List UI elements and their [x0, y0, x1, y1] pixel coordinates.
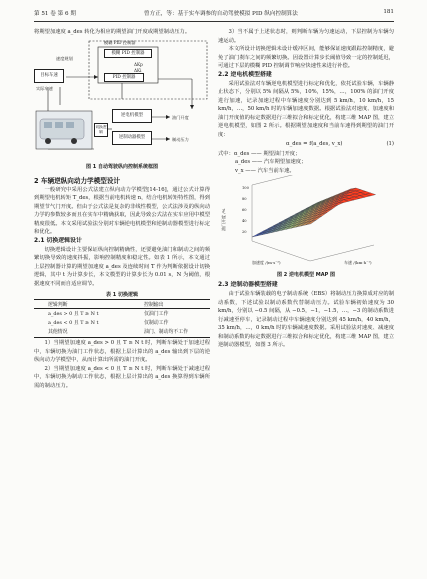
section-2-paragraph: 一般研究中采用公式法建立纵向动力学模型[14-16]，通过公式计算得到期望电机转矩 T_des，根据当前电机转速 n，结合电机转矩特性图，得到期望节气门开度。但由于公式法是复杂的非线性模型，公式法涉及的纵向动力学的参数较多而且在实车中精确获取，因此导致公式法在实车应用中模型精度很低。本文采用试验法分别对车辆逆电机模型和逆制动器模型进行标定和优化。: [34, 186, 210, 236]
section-2-1-heading: 2.1 切换逻辑设计: [34, 237, 82, 244]
figure-1-caption: 图 1 自动驾驶纵向控制系统框图: [86, 163, 158, 170]
fuzzy-pid-outer-label: 模糊 PID 控制器: [104, 39, 136, 45]
fuzzy-pid-box: 模糊 PID 控制器: [104, 49, 152, 58]
equation-1: [218, 140, 394, 150]
table-cell: 仅油门工作: [144, 310, 169, 317]
actual-speed-label: 实际车速: [36, 85, 53, 91]
fig2-ylabel: 车速 /(km·h⁻¹): [344, 260, 372, 266]
section-2-2-heading: 2.2 逆电机模型搭建: [218, 71, 272, 78]
table-cell: a_des > 0 且 T ≥ N t: [48, 310, 99, 317]
header-rule: [34, 21, 394, 22]
intro-paragraph: 将期望加速度 a_des 转化为相应的期望油门开度或期望制动压力。: [34, 29, 191, 35]
equation-definition: 式中：α_des —— 期望油门开度；: [218, 150, 301, 157]
right-column: [218, 28, 394, 350]
running-title: 曾方正，等：基于实车调参的自动驾驶模拟 PID 纵向控制算法: [144, 11, 298, 17]
list-item-3: 3）当不属于上述状态时，则判断车辆为匀速运动，下层控制为车辆匀速运动。: [218, 29, 394, 44]
equation-definition: a_des —— 汽车期望加速度；: [235, 159, 307, 166]
delta-kp-label: ΔKp: [134, 61, 143, 67]
fig2-zticks: 100 80 60 40 20: [242, 186, 249, 235]
table-1: [34, 299, 210, 339]
throttle-label: 油门开度: [172, 114, 189, 120]
switch-logic-box: 切换逻辑: [94, 123, 108, 137]
table-1-caption: 表 1 切换逻辑: [106, 291, 138, 298]
table-cell: a_des < 0 且 T ≥ N t: [48, 319, 99, 326]
section-2-heading: 2 车辆逆纵向动力学模型设计: [34, 176, 121, 185]
switch-logic-paragraph: 本文所设计切换逻辑未设计缓冲区间，能够保证速度跟踪控制精度，避免了油门刹车之间的频繁切换。因设置计算步长阈值导致一定的控制延迟，可通过下层的模糊 PID 控制调节响应快速性来进行补偿。: [218, 46, 394, 70]
figure-1: [34, 39, 210, 175]
equation-definition: v_x —— 汽车当前车速。: [235, 167, 295, 174]
fig2-zlabel: 油门开度 /%: [221, 208, 226, 232]
page-header: [34, 9, 394, 21]
pid-controller-box: PID 控制器: [104, 73, 144, 82]
equation-body: α_des = f(a_des, v_x): [286, 140, 343, 147]
table-head-output: 控制输出: [144, 301, 164, 308]
left-column: [34, 28, 210, 390]
list-item-2: 2）当期望加速度 a_des < 0 且 T ≥ N t 时，判断车辆处于减速过程中，车辆切换为制动工作状态，根据上层计算出的 a_des 换算得到车辆所需的制动压力。: [34, 365, 210, 389]
equation-number: (1): [386, 140, 394, 147]
table-cell: 油门、制动均不工作: [144, 328, 189, 335]
journal-volume: 第 51 卷 第 6 期: [34, 11, 76, 17]
target-speed-box: 目标车速: [34, 69, 64, 83]
inverse-motor-box: 逆电机模型: [112, 109, 152, 123]
table-cell: 仅制动工作: [144, 319, 169, 326]
page-number: 181: [383, 9, 394, 15]
list-item-1: 1）当期望加速度 a_des > 0 且 T ≥ N t 时，判断车辆处于加速过程中，车辆切换为油门工作状态，根据上层计算出的 a_des 输出到下层的逆纵向动力学模型中，从而计算出所需的油门开度。: [34, 340, 210, 364]
section-2-3-paragraph: 由于试验车辆装载的电子制动系统（EBS）将制动压力换算成对应的制动系数，下述试验以制动系数代替制动压力。试验车辆初始速度为 30 km/h，分别以 −0.5 间隔，从 −0.5，−1，−1.5，…，−3 的制动系数进行减速至停车，记录制动过程中车辆速度分别达到 45 km/h，40 km/h，35 km/h，…，0 km/h 时的车辆减速度数据。采用试验法对速度、减速度和制动系数的标定数据进行三维拟合和标定优化，构建三维 MAP 图，建立逆制动器模型，如图 3 所示。: [218, 291, 394, 349]
table-head-condition: 逻辑判断: [48, 301, 68, 308]
inverse-brake-box: 逆制动器模型: [112, 131, 152, 145]
brake-pressure-label: 制动压力: [172, 136, 189, 142]
fig2-xlabel: 加速度 /(m·s⁻²): [252, 260, 281, 266]
delta-ki-label: ΔKi: [134, 67, 142, 73]
speed-planning-label: 速度规划: [56, 55, 73, 61]
section-2-2-paragraph: 采用试验法对车辆逆电机模型进行标定和优化，依托试验车辆，车辆静止状态下，分别以 5% 间隔从 5%，10%，15%，…，100% 的油门开度进行加速，记录加速过程中车辆速度分别达到 5 km/h，10 km/h，15 km/h，…，50 km/h 时的车辆加速度数据。根据试验法对速度、加速度和油门开度值的标定数据进行三维拟合和标定优化，构建三维 MAP 图，建立逆电机模型，如图 2 所示。根据期望加速度和当前车速得到期望的油门开度：: [218, 80, 394, 139]
table-cell: 其他情况: [48, 328, 68, 335]
section-2-3-heading: 2.3 逆制动器模型搭建: [218, 282, 278, 289]
figure-2-caption: 图 2 逆电机模型 MAP 图: [277, 272, 335, 279]
figure-2: [218, 175, 394, 281]
section-2-1-paragraph: 切换逻辑设计主要保证纵向控制精确性，还要避免油门和制动之间的频繁切换导致的速度抖振，影响控制精度和稳定性。如表 1 所示，本文通过上层控制器计算的期望加速度 a_des 及连续时间 T 作为判断依据设计切换逻辑，其中 t 为计算步长，本文模型的计算步长为 0.01 s，N 为阈值，根据速度不同而自适应调节。: [34, 246, 210, 288]
